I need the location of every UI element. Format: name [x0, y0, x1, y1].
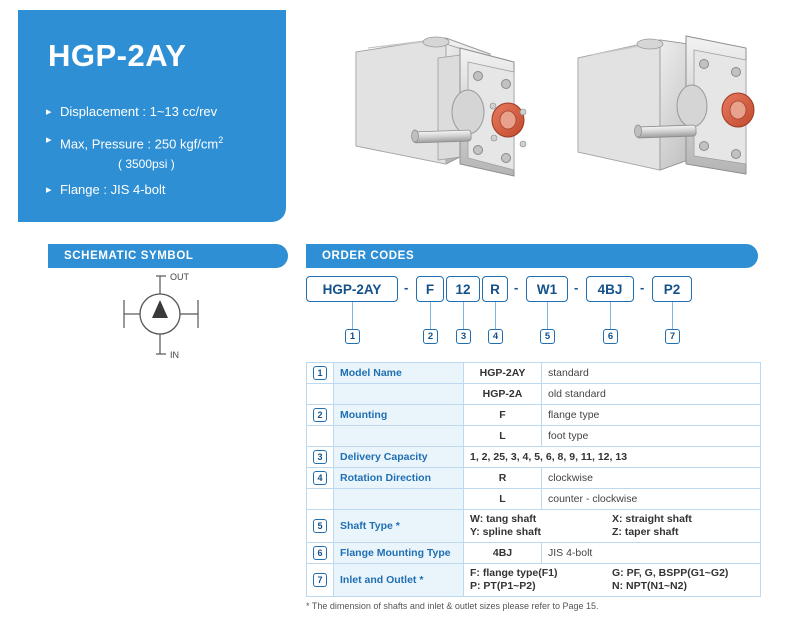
order-code-row — [306, 276, 776, 342]
table-row — [307, 468, 761, 489]
row-badge-cell — [307, 363, 334, 384]
shaft-type-w: W: tang shaft — [470, 513, 537, 525]
row-badge-cell — [307, 564, 334, 597]
row-badge-cell — [307, 510, 334, 543]
spec-list — [46, 103, 276, 209]
row-code: HGP-2A — [464, 384, 542, 405]
spec-flange — [46, 181, 276, 199]
inlet-outlet-g: G: PF, G, BSPP(G1~G2) — [612, 567, 729, 579]
order-code-dash-3: - — [574, 280, 579, 295]
row-name: Flange Mounting Type — [334, 543, 464, 564]
order-badge-3: 3 — [456, 329, 471, 344]
order-code-table — [306, 362, 761, 597]
row-split-values — [464, 564, 761, 597]
row-badge: 7 — [313, 573, 327, 587]
order-code-box-5[interactable]: W1 — [526, 276, 568, 302]
row-badge-cell — [307, 489, 334, 510]
row-name — [334, 384, 464, 405]
leader-line-6 — [610, 302, 611, 329]
order-code-box-7[interactable]: P2 — [652, 276, 692, 302]
spec-flange-label: Flange : JIS 4-bolt — [60, 182, 166, 198]
schematic-out-label: OUT — [170, 272, 189, 282]
order-badge-5: 5 — [540, 329, 555, 344]
leader-line-3 — [463, 302, 464, 329]
row-name: Delivery Capacity — [334, 447, 464, 468]
order-badge-7: 7 — [665, 329, 680, 344]
table-row — [307, 363, 761, 384]
table-row — [307, 510, 761, 543]
row-badge-cell — [307, 543, 334, 564]
spec-displacement-label: Displacement : 1~13 cc/rev — [60, 104, 218, 119]
row-name: Inlet and Outlet * — [334, 564, 464, 597]
row-badge: 3 — [313, 450, 327, 464]
row-badge: 2 — [313, 408, 327, 422]
order-code-box-1[interactable]: HGP-2AY — [306, 276, 398, 302]
inlet-outlet-n: N: NPT(N1~N2) — [612, 580, 687, 592]
table-row — [307, 564, 761, 597]
order-code-box-2[interactable]: F — [416, 276, 444, 302]
row-desc: foot type — [542, 426, 761, 447]
product-photos — [318, 14, 783, 219]
order-code-box-4[interactable]: R — [482, 276, 508, 302]
row-code: L — [464, 426, 542, 447]
order-code-box-3[interactable]: 12 — [446, 276, 480, 302]
row-badge-cell — [307, 384, 334, 405]
schematic-symbol — [120, 270, 250, 365]
order-badge-4: 4 — [488, 329, 503, 344]
row-code: L — [464, 489, 542, 510]
row-values: 1, 2, 25, 3, 4, 5, 6, 8, 9, 11, 12, 13 — [464, 447, 761, 468]
row-badge: 1 — [313, 366, 327, 380]
row-desc: counter - clockwise — [542, 489, 761, 510]
inlet-outlet-p: P: PT(P1~P2) — [470, 580, 536, 592]
shaft-type-z: Z: taper shaft — [612, 526, 679, 538]
inlet-outlet-f: F: flange type(F1) — [470, 567, 558, 579]
row-split-values — [464, 510, 761, 543]
row-name: Shaft Type * — [334, 510, 464, 543]
order-code-box-6[interactable]: 4BJ — [586, 276, 634, 302]
row-badge-cell — [307, 405, 334, 426]
table-footnote: * The dimension of shafts and inlet & outlet sizes please refer to Page 15. — [306, 601, 599, 611]
table-row — [307, 426, 761, 447]
pump-right — [578, 36, 754, 174]
table-row — [307, 489, 761, 510]
table-row — [307, 384, 761, 405]
table-row — [307, 543, 761, 564]
row-badge-cell — [307, 447, 334, 468]
section-title-schematic: SCHEMATIC SYMBOL — [48, 244, 288, 268]
spec-max-pressure — [46, 131, 276, 153]
table-row — [307, 447, 761, 468]
row-desc: old standard — [542, 384, 761, 405]
order-badge-1: 1 — [345, 329, 360, 344]
section-title-order-codes: ORDER CODES — [306, 244, 758, 268]
order-code-dash-2: - — [514, 280, 519, 295]
row-name: Mounting — [334, 405, 464, 426]
row-code: F — [464, 405, 542, 426]
pump-left — [356, 37, 526, 176]
row-badge: 5 — [313, 519, 327, 533]
row-desc: standard — [542, 363, 761, 384]
shaft-type-y: Y: spline shaft — [470, 526, 541, 538]
row-badge-cell — [307, 468, 334, 489]
leader-line-7 — [672, 302, 673, 329]
order-code-dash-4: - — [640, 280, 645, 295]
order-code-dash-1: - — [404, 280, 409, 295]
row-desc: flange type — [542, 405, 761, 426]
row-name: Rotation Direction — [334, 468, 464, 489]
table-row — [307, 405, 761, 426]
leader-line-2 — [430, 302, 431, 329]
pump-illustrations — [318, 14, 783, 219]
schematic-in-label: IN — [170, 350, 179, 360]
row-code: 4BJ — [464, 543, 542, 564]
row-code: HGP-2AY — [464, 363, 542, 384]
row-name: Model Name — [334, 363, 464, 384]
leader-line-4 — [495, 302, 496, 329]
row-desc: clockwise — [542, 468, 761, 489]
row-badge: 4 — [313, 471, 327, 485]
port-plug-red-right — [722, 93, 754, 127]
leader-line-5 — [547, 302, 548, 329]
spec-pressure-psi: ( 3500psi ) — [118, 157, 175, 172]
page-title: HGP-2AY — [48, 38, 187, 73]
spec-max-pressure-label: Max, Pressure : 250 kgf/cm — [60, 136, 219, 152]
spec-displacement — [46, 103, 276, 121]
spec-pressure-superscript: 2 — [218, 135, 224, 145]
row-name — [334, 489, 464, 510]
row-name — [334, 426, 464, 447]
row-badge: 6 — [313, 546, 327, 560]
order-badge-6: 6 — [603, 329, 618, 344]
leader-line-1 — [352, 302, 353, 329]
order-badge-2: 2 — [423, 329, 438, 344]
shaft-type-x: X: straight shaft — [612, 513, 692, 525]
row-badge-cell — [307, 426, 334, 447]
row-desc: JIS 4-bolt — [542, 543, 761, 564]
row-code: R — [464, 468, 542, 489]
